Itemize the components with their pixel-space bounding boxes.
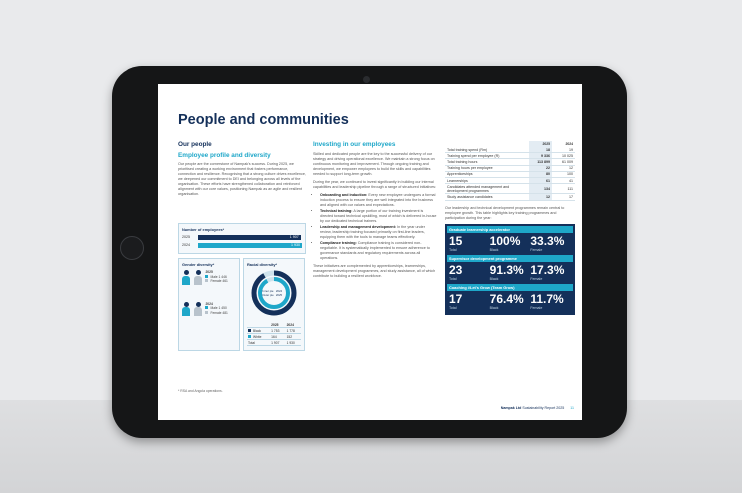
list-item: • Technical training: A large portion of our training investment is directed toward technical upskilling, most of which is delivered in-house by our dedicated technical trainers.	[320, 209, 437, 224]
racial-panel-title: Racial diversity*	[247, 262, 278, 267]
donut-label-inner: Inner pie	[262, 289, 274, 293]
donut-label-2025: 2025	[275, 293, 283, 297]
training-kpi-table: 2025 2024 Total training spend (Rm) 18 19 Training spend per employee (R) 9 336 10 025 Total training hours 113 899 61 009 Training hours per employee 22 12 Apprenticeships 80 100 Learnerships 61 41 Candidates attended management and development programmes 134 111 Study assistance candidates 12 17	[447, 142, 573, 199]
programmes-paragraph: Our leadership and technical development programmes remain central to employee growth. This table highlights key training programmes and participation during the year:	[445, 205, 565, 220]
programme-block: Graduate learnership accelerator 15 Total 100% Black 33.3% Female	[447, 226, 573, 255]
programme-block: Supervisor development programme 23 Total 91.3% Black 17.3% Female	[447, 255, 573, 284]
female-figure-icon	[194, 302, 202, 317]
gender-legend-2024: 2024 Male 1 450 Female 481	[205, 301, 228, 315]
table-row: Total training hours 113 899 61 009	[447, 159, 573, 164]
initiatives-list	[313, 193, 437, 261]
table-row: Study assistance candidates 12 17	[447, 194, 573, 199]
male-figure-icon	[182, 270, 190, 285]
stat-total: 15	[449, 233, 463, 248]
donut-label-outer: Outer pie	[262, 293, 274, 297]
stat-black: 76.4%	[489, 291, 524, 306]
racial-table: 2025 2024 Black 1 753 1 778 White 164 152 Total 1 907 1 930	[247, 322, 301, 346]
table-row: Training spend per employee (R) 9 336 10 025	[447, 153, 573, 158]
tablet-device	[112, 66, 627, 438]
employees-bar-row	[182, 234, 302, 240]
employees-panel	[178, 223, 306, 254]
stat-female: 11.7%	[530, 291, 564, 306]
racial-panel	[243, 258, 305, 351]
section-subheading: Employee profile and diversity	[178, 152, 271, 159]
table-row: White 164 152	[247, 334, 301, 340]
table-row: Total 1 907 1 930	[247, 340, 301, 346]
list-item: • Onboarding and induction: Every new employee undergoes a formal induction process to ensure they are well integrated into the business and aligned with our values and expectations.	[320, 193, 437, 208]
stat-black: 100%	[489, 233, 521, 248]
stat-female: 17.3%	[530, 262, 565, 277]
stat-total: 17	[449, 291, 463, 306]
programme-title: Coaching #Let's Grow (Team Grow)	[447, 284, 573, 291]
footnote: * RSA and Angola operations.	[178, 389, 223, 393]
gender-panel	[178, 258, 240, 351]
male-figure-icon	[182, 302, 190, 317]
bar-year: 2024	[182, 243, 190, 247]
camera-icon	[363, 76, 370, 83]
stat-female: 33.3%	[530, 233, 565, 248]
programmes-panel	[445, 224, 575, 315]
stat-black: 91.3%	[489, 262, 524, 277]
section-paragraph: Our people are the cornerstone of Nampak's success. During 2025, we prioritised creating a working environment that fosters performance, connection and resilience. Recognising that a strong culture drives excellence, we deepened our commitment to DEI and belonging across all levels of the organisation. These efforts have strengthened collaboration and reinforced alignment with our core values, positioning Nampak as an agile and resilient organisation.	[178, 162, 306, 196]
table-row: Candidates attended management and development programmes 134 111	[447, 184, 573, 193]
racial-donut-chart	[247, 269, 301, 317]
stat-total: 23	[449, 262, 463, 277]
list-item: • Compliance training: Compliance training is considered non-negotiable. It is systematically implemented to ensure adherence to governance standards and regulatory requirements across all operations.	[320, 241, 437, 261]
page-number: 11	[570, 406, 574, 410]
gender-legend-2025: 2025 Male 1 446 Female 461	[205, 270, 228, 284]
table-row: Total training spend (Rm) 18 19	[447, 147, 573, 152]
page-footer: Nampak Ltd Sustainability Report 2025 11	[500, 406, 574, 410]
table-row: Black 1 753 1 778	[247, 328, 301, 334]
section-heading: Investing in our employees	[313, 141, 396, 148]
section-heading: Our people	[178, 141, 212, 148]
list-item: • Leadership and management development: In the year under review, leadership training focused primarily on first-line leaders, equipping them with the tools to manage teams effectively.	[320, 225, 437, 240]
intro-paragraph-2: During the year, we continued to invest significantly in building our internal capabilities and leadership pipeline through a range of structured initiatives:	[313, 180, 436, 189]
bar-year: 2025	[182, 235, 190, 239]
employees-bar-2024: 1 930	[198, 243, 302, 248]
table-row: Training hours per employee 22 12	[447, 166, 573, 171]
employees-bar-row	[182, 242, 302, 248]
employees-bar-2025: 1 907	[198, 235, 301, 240]
employees-panel-title: Number of employees*	[182, 227, 225, 232]
programme-title: Supervisor development programme	[447, 255, 573, 262]
programme-block: Coaching #Let's Grow (Team Grow) 17 Total 76.4% Black 11.7% Female	[447, 284, 573, 313]
home-button[interactable]	[120, 236, 144, 260]
programme-title: Graduate learnership accelerator	[447, 226, 573, 233]
column-training-kpis	[445, 141, 575, 315]
donut-label-2024: 2024	[275, 289, 283, 293]
table-row: Apprenticeships 80 100	[447, 172, 573, 177]
report-page	[158, 84, 582, 420]
intro-paragraph: Skilled and dedicated people are the key to the successful delivery of our strategy and driving operational excellence. We maintain a strong focus on continuous monitoring and improvement. Through ongoing training and development, we empower employees to build the skills and capabilities needed to support long-term growth.	[313, 152, 435, 176]
gender-panel-title: Gender diversity*	[182, 262, 215, 267]
page-title: People and communities	[178, 112, 349, 128]
table-row: Learnerships 61 41	[447, 178, 573, 183]
column-investing	[313, 141, 437, 282]
closing-paragraph: These initiatives are complemented by apprenticeships, learnerships, management development programmes, and study assistance, all of which contribute to building a resilient workforce.	[313, 264, 436, 278]
female-figure-icon	[194, 270, 202, 285]
column-our-people	[178, 141, 306, 351]
